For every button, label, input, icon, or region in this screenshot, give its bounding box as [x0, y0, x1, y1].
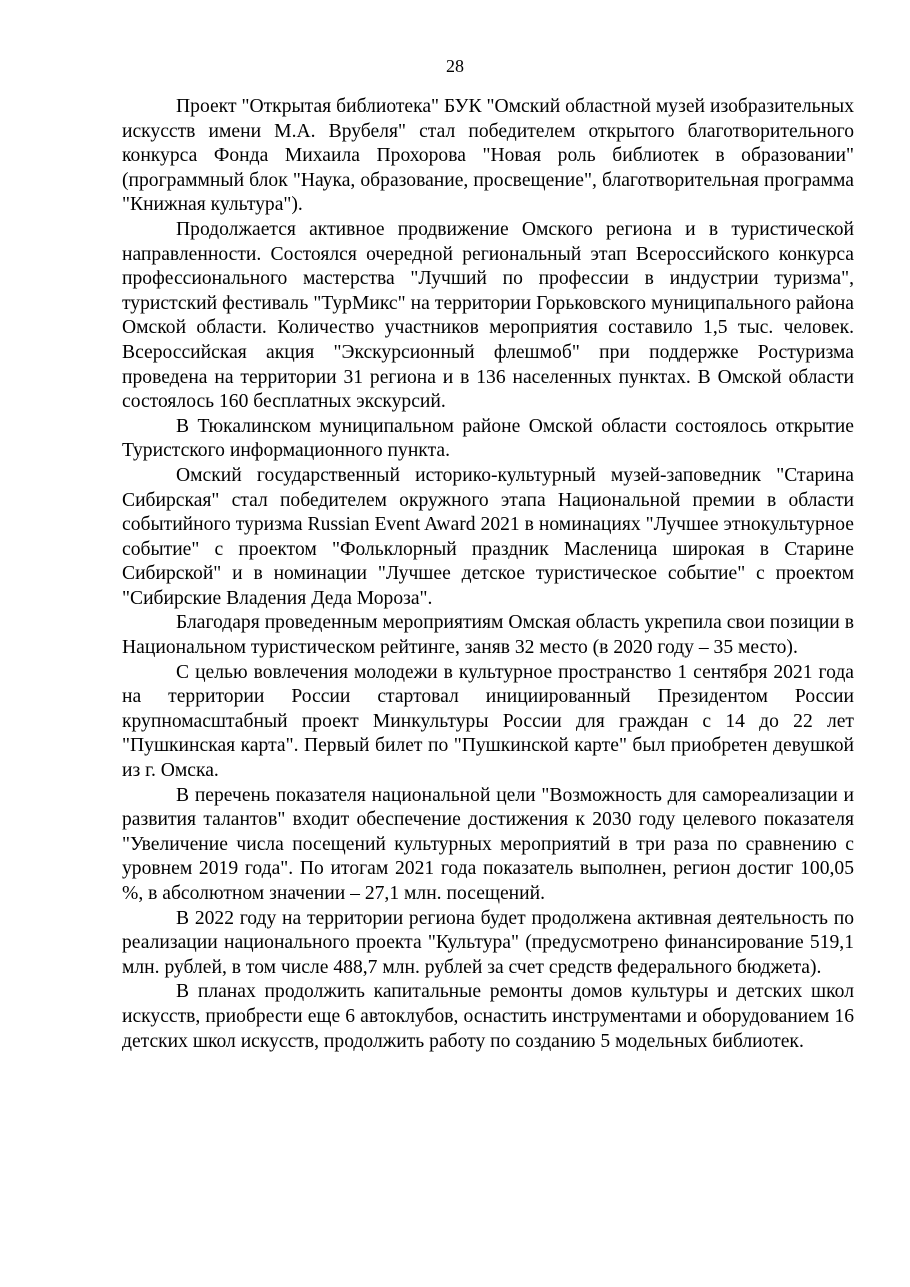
- document-body: [122, 95, 854, 1054]
- paragraph-tourist-info-point: В Тюкалинском муниципальном районе Омской области состоялось открытие Туристского информационного пункта.: [122, 415, 854, 462]
- paragraph-tourism-rating: Благодаря проведенным мероприятиям Омская область укрепила свои позиции в Национальном туристическом рейтинге, заняв 32 место (в 2020 году – 35 место).: [122, 612, 854, 659]
- paragraph-national-goal: В перечень показателя национальной цели "Возможность для самореализации и развития талантов" входит обеспечение достижения к 2030 году целевого показателя "Увеличение числа посещений культурных мероприятий в три раза по сравнению с уровнем 2019 года". По итогам 2021 года показатель выполнен, регион достиг 100,05 %, в абсолютном значении – 27,1 млн. посещений.: [122, 784, 854, 904]
- paragraph-pushkin-card: С целью вовлечения молодежи в культурное пространство 1 сентября 2021 года на территории России стартовал инициированный Президентом России крупномасштабный проект Минкультуры России для граждан с 14 до 22 лет "Пушкинская карта". Первый билет по "Пушкинской карте" был приобретен девушкой из г. Омска.: [122, 661, 854, 782]
- paragraph-plans: В планах продолжить капитальные ремонты домов культуры и детских школ искусств, приобрести еще 6 автоклубов, оснастить инструментами и оборудованием 16 детских школ искусств, продолжить работу по созданию 5 модельных библиотек.: [122, 981, 854, 1052]
- paragraph-tourism-promotion: Продолжается активное продвижение Омского региона и в туристической направленности. Состоялся очередной региональный этап Всероссийского конкурса профессионального мастерства "Лучший по профессии в индустрии туризма", туристский фестиваль "ТурМикс" на территории Горьковского муниципального района Омской области. Количество участников мероприятия составило 1,5 тыс. человек. Всероссийская акция "Экскурсионный флешмоб" при поддержке Ростуризма проведена на территории 31 региона и в 136 населенных пунктах. В Омской области состоялось 160 бесплатных экскурсий.: [122, 218, 854, 413]
- page-number: 28: [446, 56, 464, 76]
- paragraph-museum-award: Омский государственный историко-культурный музей-заповедник "Старина Сибирская" стал победителем окружного этапа Национальной премии в области событийного туризма Russian Event Award 2021 в номинациях "Лучшее этнокультурное событие" с проектом "Фольклорный праздник Масленица широкая в Старине Сибирской" и в номинации "Лучшее детское туристическое событие" с проектом "Сибирские Владения Деда Мороза".: [122, 464, 854, 609]
- paragraph-open-library: Проект "Открытая библиотека" БУК "Омский областной музей изобразительных искусств имени М.А. Врубеля" стал победителем открытого благотворительного конкурса Фонда Михаила Прохорова "Новая роль библиотек в образовании" (программный блок "Наука, образование, просвещение", благотворительная программа "Книжная культура").: [122, 96, 854, 216]
- paragraph-culture-project: В 2022 году на территории региона будет продолжена активная деятельность по реализации национального проекта "Культура" (предусмотрено финансирование 519,1 млн. рублей, в том числе 488,7 млн. рублей за счет средств федерального бюджета).: [122, 907, 854, 978]
